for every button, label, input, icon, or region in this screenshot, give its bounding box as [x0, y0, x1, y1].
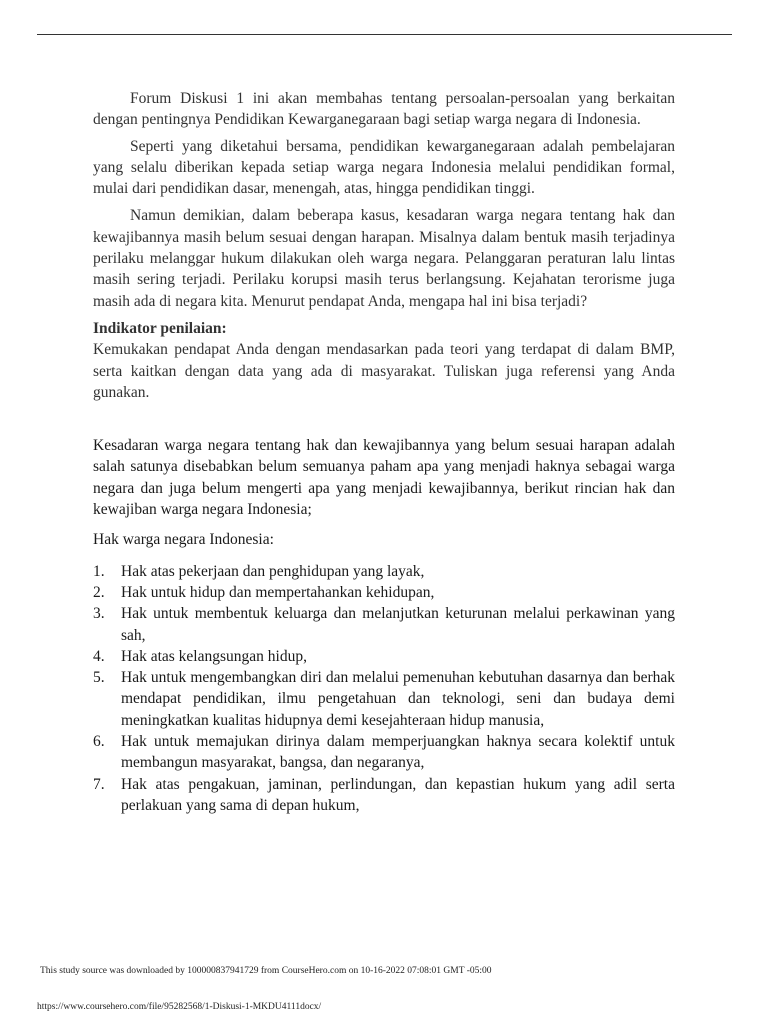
list-item — [93, 667, 675, 731]
criteria-text: Kemukakan pendapat Anda dengan mendasarkan pada teori yang terdapat di dalam BMP, serta kaitkan dengan data yang ada di masyarakat. Tuliskan juga referensi yang Anda gunakan. — [93, 341, 675, 401]
list-item — [93, 646, 675, 667]
rights-list-title: Hak warga negara Indonesia: — [93, 531, 274, 549]
rights-list — [93, 561, 675, 817]
list-item-text: Hak untuk memajukan dirinya dalam memperjuangkan haknya secara kolektif untuk membangun masyarakat, bangsa, dan negaranya, — [121, 733, 675, 772]
criteria-heading: Indikator penilaian: — [93, 319, 227, 337]
list-item-text: Hak atas pekerjaan dan penghidupan yang layak, — [121, 562, 425, 580]
intro-paragraph-1: Forum Diskusi 1 ini akan membahas tentang persoalan-persoalan yang berkaitan dengan pentingnya Pendidikan Kewarganegaraan bagi setiap warga negara di Indonesia. — [93, 90, 675, 129]
list-item — [93, 582, 675, 603]
list-item-number: 1. — [93, 562, 105, 580]
list-item-text: Hak untuk hidup dan mempertahankan kehidupan, — [121, 583, 435, 601]
download-source-note: This study source was downloaded by 100000837941729 from CourseHero.com on 10-16-2022 07:08:01 GMT -05:00 — [40, 966, 492, 976]
list-item-text: Hak untuk membentuk keluarga dan melanjutkan keturunan melalui perkawinan yang sah, — [121, 605, 675, 644]
list-item-number: 7. — [93, 775, 105, 793]
list-item-text: Hak untuk mengembangkan diri dan melalui pemenuhan kebutuhan dasarnya dan berhak mendapat pendidikan, ilmu pengetahuan dan teknologi, seni dan budaya demi meningkatkan kualitas hidupnya demi kesejahteraan hidup manusia, — [121, 669, 675, 729]
top-rule — [37, 34, 732, 35]
list-item-text: Hak atas kelangsungan hidup, — [121, 647, 307, 665]
list-item-number: 5. — [93, 669, 105, 687]
list-item-number: 3. — [93, 605, 105, 623]
intro-paragraph-3: Namun demikian, dalam beberapa kasus, kesadaran warga negara tentang hak dan kewajibannya masih belum sesuai dengan harapan. Misalnya dalam bentuk masih terjadinya perilaku melanggar hukum dilakukan oleh warga negara. Pelanggaran peraturan lalu lintas masih sering terjadi. Perilaku korupsi masih terus berlangsung. Kejahatan terorisme juga masih ada di negara kita. Menurut pendapat Anda, mengapa hal ini bisa terjadi? — [93, 207, 675, 310]
list-item-number: 6. — [93, 733, 105, 751]
document-body — [93, 88, 675, 816]
list-item-number: 2. — [93, 583, 105, 601]
answer-paragraph: Kesadaran warga negara tentang hak dan kewajibannya yang belum sesuai harapan adalah salah satunya disebabkan belum semuanya paham apa yang menjadi haknya sebagai warga negara dan juga belum mengerti apa yang menjadi kewajibannya, berikut rincian hak dan kewajiban warga negara Indonesia; — [93, 437, 675, 519]
list-item — [93, 603, 675, 646]
source-url: https://www.coursehero.com/file/95282568/1-Diskusi-1-MKDU4111docx/ — [37, 1002, 322, 1012]
intro-paragraph-2: Seperti yang diketahui bersama, pendidikan kewarganegaraan adalah pembelajaran yang selalu diberikan kepada setiap warga negara Indonesia melalui pendidikan formal, mulai dari pendidikan dasar, menengah, atas, hingga pendidikan tinggi. — [93, 137, 675, 198]
list-item-text: Hak atas pengakuan, jaminan, perlindungan, dan kepastian hukum yang adil serta perlakuan yang sama di depan hukum, — [121, 775, 675, 814]
list-item — [93, 731, 675, 774]
list-item-number: 4. — [93, 647, 105, 665]
list-item — [93, 561, 675, 582]
list-item — [93, 774, 675, 817]
